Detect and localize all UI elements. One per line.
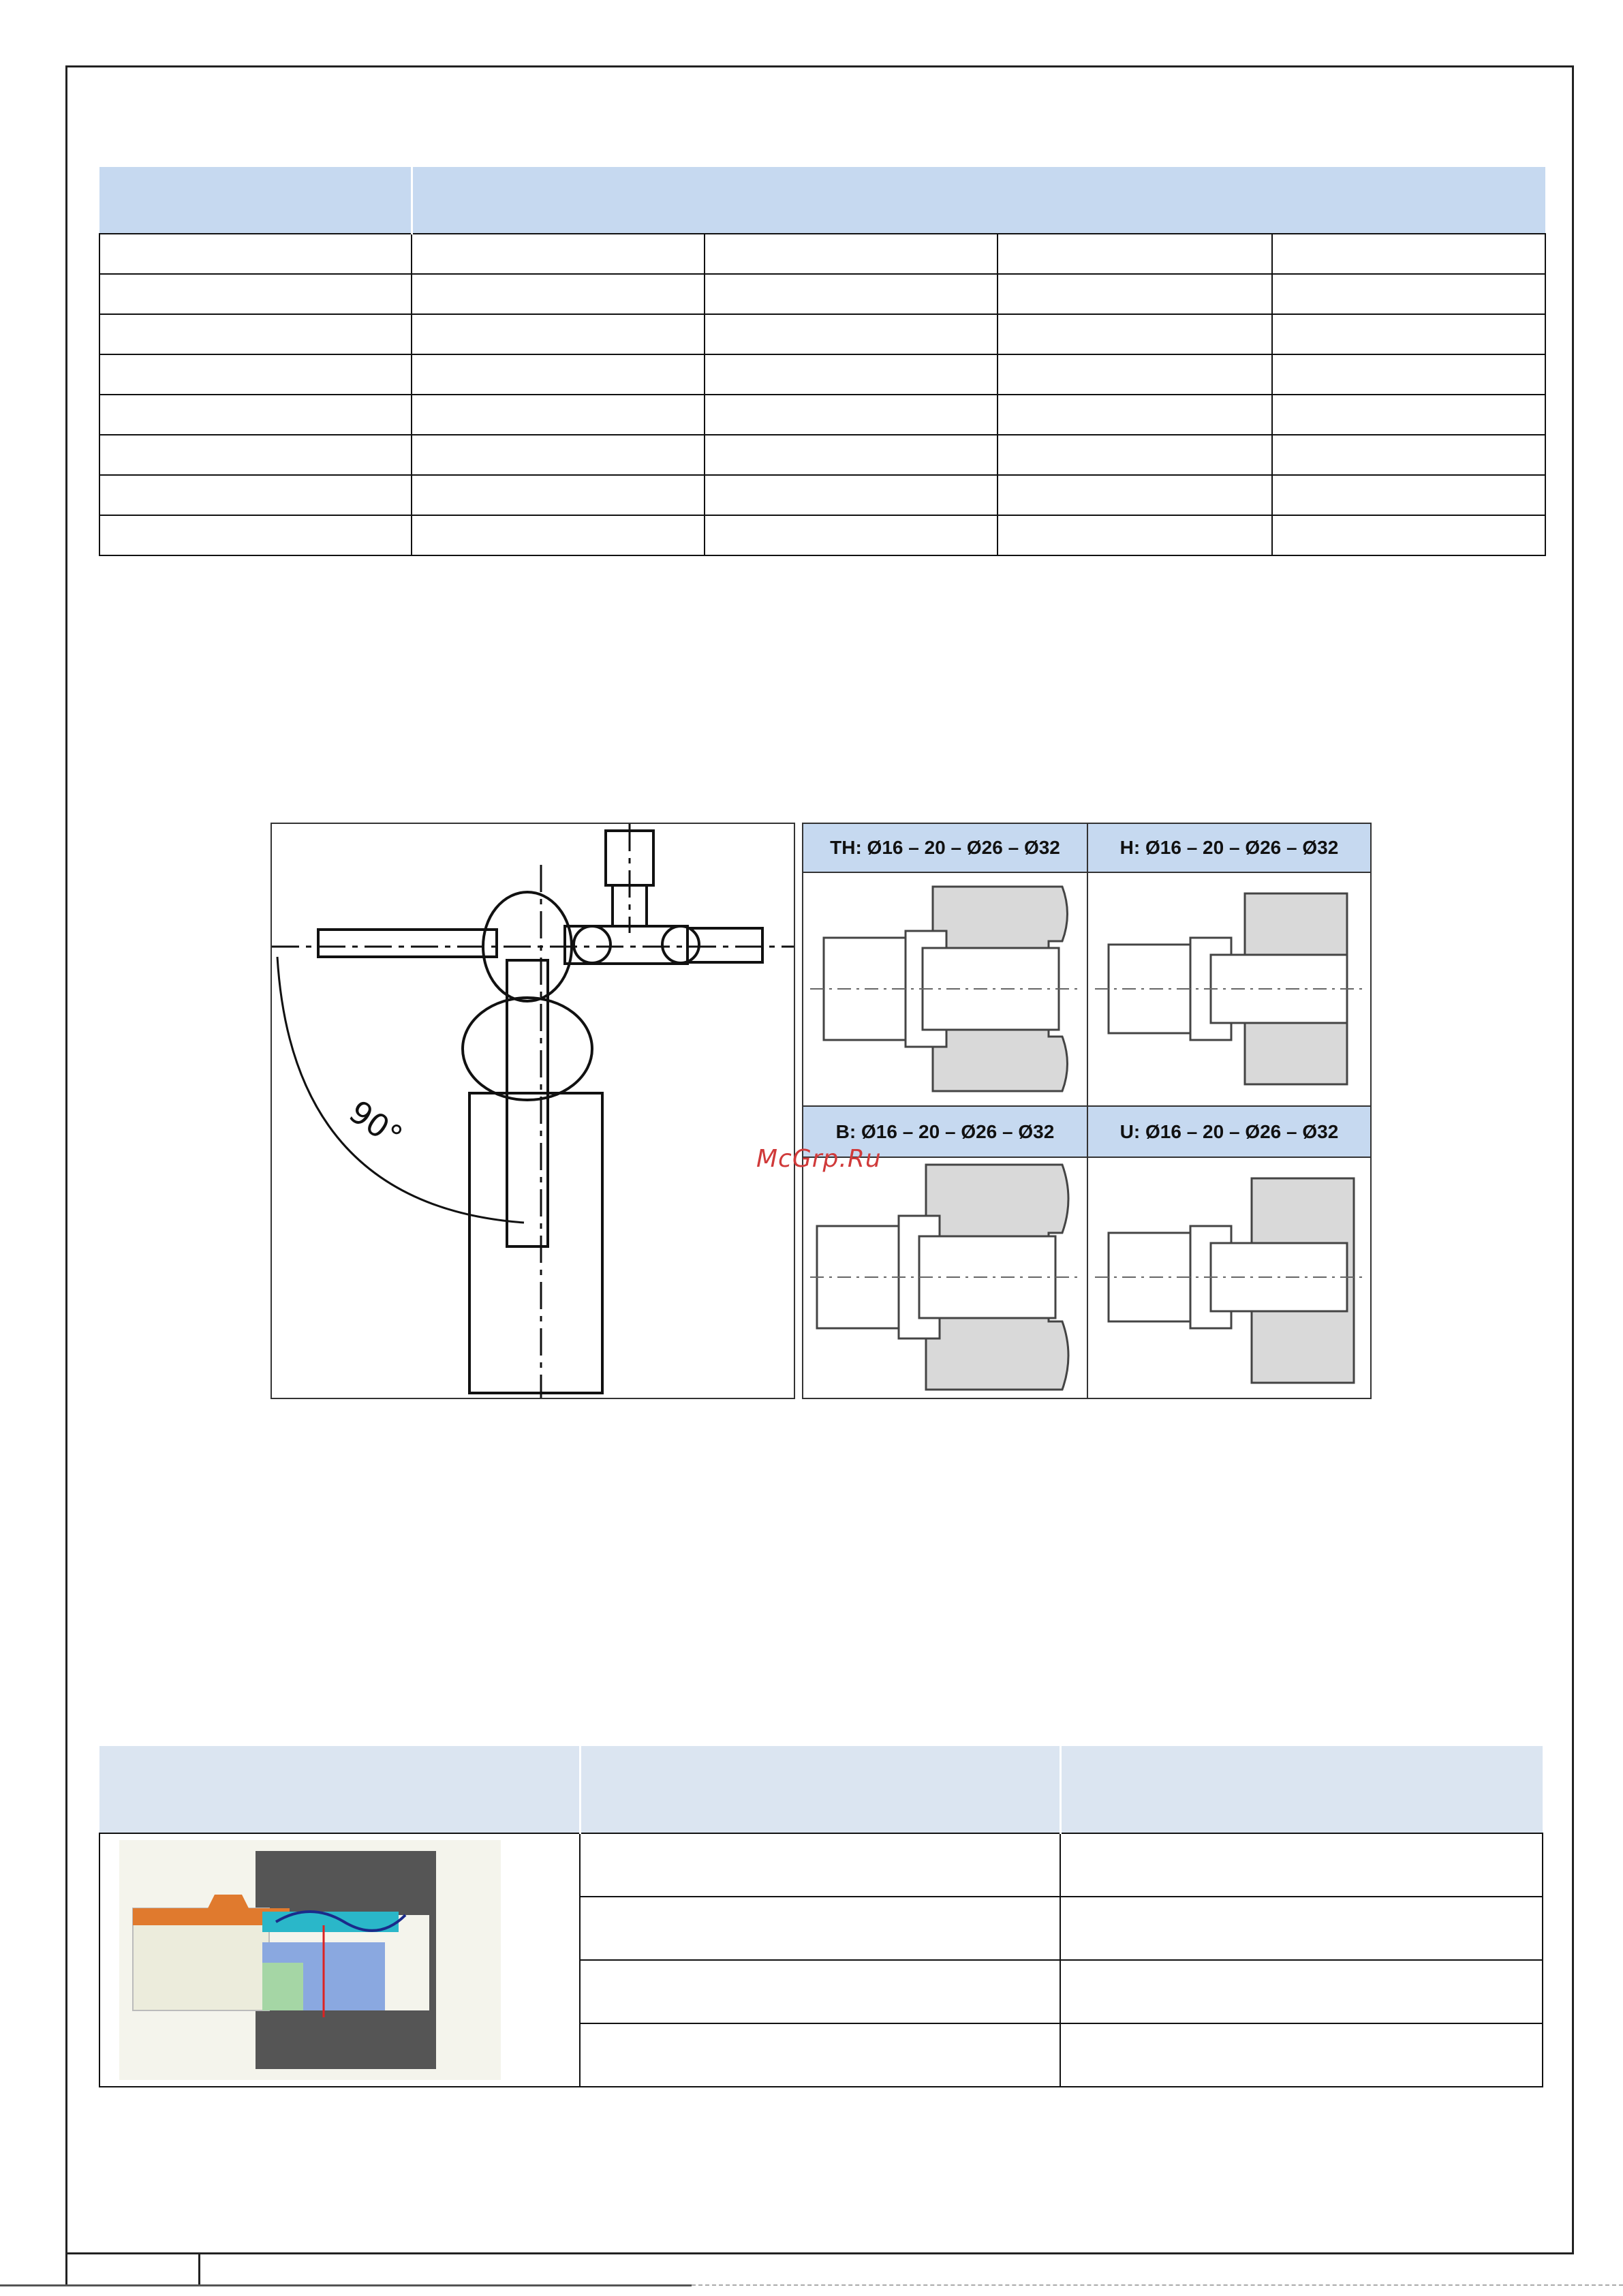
fitting-color-diagram [119,1840,501,2080]
pipe-bend-drawing [270,823,795,1399]
bottom-header-col3 [1060,1746,1543,1833]
fitting-drawing-u [1088,1157,1370,1398]
fitting-color-diagram-cell [99,1833,580,2087]
top-table [99,167,1546,556]
footer-line [0,2284,692,2286]
bottom-header-col1 [99,1746,580,1833]
top-table-header-left [99,167,412,234]
fitting-u-svg [1088,1158,1370,1396]
pipe-bend-svg [272,824,794,1398]
bottom-table [99,1746,1543,2087]
fitting-label-th: TH: Ø16 – 20 – Ø26 – Ø32 [803,824,1088,872]
bottom-header-col2 [580,1746,1060,1833]
fitting-b-svg [803,1158,1085,1396]
fitting-th-svg [803,873,1085,1104]
footer-tab [65,2252,200,2286]
fitting-drawing-b [803,1157,1088,1398]
fitting-label-h: H: Ø16 – 20 – Ø26 – Ø32 [1088,824,1370,872]
fitting-grid [802,823,1372,1399]
fitting-label-u: U: Ø16 – 20 – Ø26 – Ø32 [1088,1105,1370,1157]
top-table-header-right [412,167,1545,234]
fitting-h-svg [1088,873,1370,1104]
fitting-drawing-h [1088,872,1370,1105]
fitting-label-b: B: Ø16 – 20 – Ø26 – Ø32 [803,1105,1088,1157]
bend-angle-label: 90° [342,1092,409,1155]
watermark: McGrp.Ru [756,1145,882,1173]
fitting-drawing-th [803,872,1088,1105]
footer-line-dashed [692,2284,1623,2287]
